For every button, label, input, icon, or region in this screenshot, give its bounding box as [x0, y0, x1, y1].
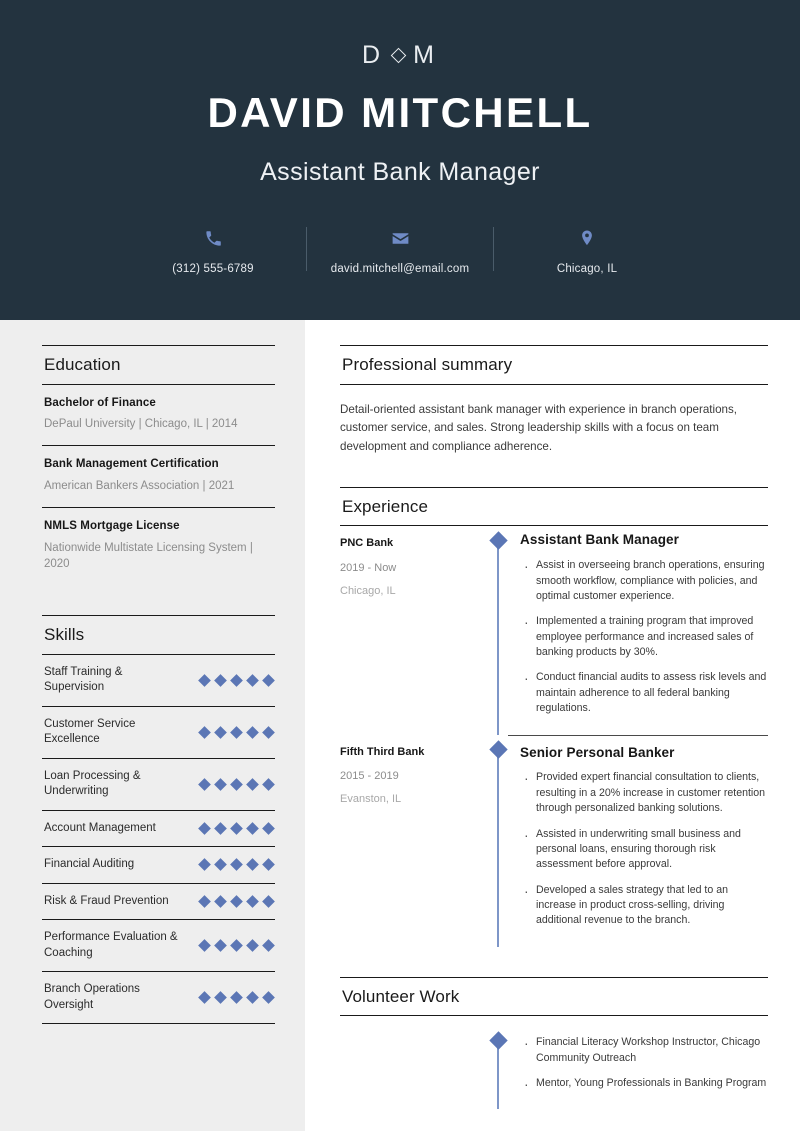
skill-name: Performance Evaluation & Coaching: [44, 931, 178, 959]
skill-diamond-icon: [214, 778, 227, 791]
volunteer-item: [340, 1026, 768, 1109]
skill-name: Branch Operations Oversight: [44, 983, 140, 1011]
resume-header: [0, 0, 800, 320]
skill-name: Customer Service Excellence: [44, 717, 136, 746]
experience-bullet: · Assisted in underwriting small business and personal loans, ensuring thorough risk assessment before approval.: [520, 827, 768, 873]
skills-heading: Skills: [44, 625, 85, 645]
education-meta: Nationwide Multistate Licensing System | 2020: [44, 541, 253, 571]
contact-email[interactable]: [307, 225, 493, 275]
skill-diamond-icon: [262, 726, 275, 739]
skill-diamond-icon: [198, 822, 211, 835]
volunteer-bullet-list: [520, 1035, 768, 1091]
experience-location: Chicago, IL: [340, 584, 396, 597]
monogram: [362, 43, 438, 68]
summary-heading: Professional summary: [342, 355, 513, 374]
monogram-initial-right: M: [413, 41, 438, 69]
skill-diamond-icon: [230, 674, 243, 687]
education-item: [42, 446, 275, 508]
experience-role: Senior Personal Banker: [520, 744, 675, 760]
education-item: [42, 385, 275, 447]
main-column: [305, 320, 800, 1131]
education-degree: Bachelor of Finance: [44, 396, 156, 409]
location-pin-icon: [578, 225, 596, 251]
experience-company: PNC Bank: [340, 537, 394, 550]
skill-name: Account Management: [44, 821, 156, 834]
volunteer-content: [508, 1026, 768, 1109]
diamond-outline-icon: [391, 48, 407, 64]
skill-rating: [200, 993, 275, 1002]
skill-name: Staff Training & Supervision: [44, 665, 123, 694]
skill-diamond-icon: [198, 778, 211, 791]
experience-bullet: · Conduct financial audits to assess risk levels and maintain adherence to all federal banking regulations.: [520, 670, 768, 716]
experience-company: Fifth Third Bank: [340, 745, 425, 758]
skill-rating: [200, 780, 275, 789]
education-heading: Education: [44, 355, 121, 374]
volunteer-bullet: · Mentor, Young Professionals in Banking Program: [520, 1076, 768, 1091]
experience-section-header: [340, 487, 768, 527]
candidate-job-title: Assistant Bank Manager: [260, 158, 540, 186]
timeline-diamond-icon: [489, 1032, 507, 1050]
skill-diamond-icon: [246, 674, 259, 687]
skill-diamond-icon: [230, 859, 243, 872]
experience-item: [340, 735, 768, 947]
skill-name: Loan Processing & Underwriting: [44, 769, 141, 798]
skill-diamond-icon: [230, 822, 243, 835]
skill-rating: [200, 676, 275, 685]
skill-rating: [200, 860, 275, 869]
skill-diamond-icon: [246, 859, 259, 872]
experience-bullet: · Provided expert financial consultation to clients, resulting in a 20% increase in customer retention through personalized banking solutions.: [520, 770, 768, 816]
experience-item: [340, 526, 768, 734]
skill-diamond-icon: [246, 822, 259, 835]
skill-diamond-icon: [214, 939, 227, 952]
skill-diamond-icon: [198, 991, 211, 1004]
experience-bullet-list: [520, 770, 768, 928]
skill-row: [42, 811, 275, 848]
timeline-line: [497, 542, 499, 734]
envelope-icon: [390, 225, 411, 251]
skill-row: [42, 707, 275, 759]
skill-diamond-icon: [230, 991, 243, 1004]
summary-section-header: [340, 345, 768, 385]
contact-email-value: david.mitchell@email.com: [330, 263, 470, 275]
contact-location[interactable]: [494, 225, 680, 275]
sidebar: [0, 320, 305, 1131]
skill-diamond-icon: [246, 895, 259, 908]
experience-block: [340, 487, 768, 947]
skill-rating: [200, 941, 275, 950]
experience-bullet-list: [520, 558, 768, 716]
experience-list: [340, 526, 768, 946]
experience-bullet: · Assist in overseeing branch operations, ensuring smooth workflow, compliance with policies, and optimal customer experience.: [520, 558, 768, 604]
skill-diamond-icon: [262, 939, 275, 952]
contact-row: [120, 225, 680, 275]
skill-row: [42, 847, 275, 884]
contact-phone[interactable]: [120, 225, 306, 275]
phone-icon: [204, 225, 223, 251]
experience-meta: [340, 526, 488, 734]
skill-diamond-icon: [230, 726, 243, 739]
skill-diamond-icon: [198, 939, 211, 952]
experience-role: Assistant Bank Manager: [520, 532, 679, 548]
volunteer-section-header: [340, 977, 768, 1017]
education-meta: American Bankers Association | 2021: [44, 480, 235, 493]
education-meta: DePaul University | Chicago, IL | 2014: [44, 418, 238, 431]
education-degree: NMLS Mortgage License: [44, 519, 180, 532]
skill-rating: [200, 897, 275, 906]
timeline-rail: [488, 526, 508, 734]
volunteer-block: [340, 977, 768, 1110]
skill-diamond-icon: [262, 674, 275, 687]
education-list: [42, 385, 275, 586]
education-degree: Bank Management Certification: [44, 458, 219, 471]
education-item: [42, 508, 275, 585]
skill-diamond-icon: [198, 859, 211, 872]
skill-diamond-icon: [246, 726, 259, 739]
skill-diamond-icon: [262, 778, 275, 791]
skill-diamond-icon: [214, 726, 227, 739]
skill-row: [42, 655, 275, 707]
skill-row: [42, 759, 275, 811]
education-section-header: [42, 345, 275, 385]
skill-diamond-icon: [198, 895, 211, 908]
experience-location: Evanston, IL: [340, 792, 402, 805]
contact-location-value: Chicago, IL: [556, 263, 618, 275]
experience-bullet: · Developed a sales strategy that led to an increase in product cross-selling, driving additional revenue to the branch.: [520, 883, 768, 929]
skill-diamond-icon: [230, 939, 243, 952]
volunteer-spacer: [340, 1026, 488, 1109]
skill-diamond-icon: [262, 991, 275, 1004]
skill-diamond-icon: [262, 895, 275, 908]
skill-diamond-icon: [262, 859, 275, 872]
skill-name: Financial Auditing: [44, 858, 135, 871]
monogram-initial-left: D: [362, 41, 385, 69]
skill-name: Risk & Fraud Prevention: [44, 894, 169, 907]
skill-diamond-icon: [230, 895, 243, 908]
experience-content: [508, 526, 768, 734]
timeline-diamond-icon: [489, 740, 507, 758]
timeline-rail: [488, 735, 508, 947]
skills-section-header: [42, 615, 275, 655]
timeline-line: [497, 751, 499, 947]
timeline-diamond-icon: [489, 532, 507, 550]
experience-dates: 2015 - 2019: [340, 769, 399, 782]
volunteer-heading: Volunteer Work: [342, 986, 460, 1006]
experience-heading: Experience: [342, 496, 429, 516]
skill-diamond-icon: [262, 822, 275, 835]
timeline-rail: [488, 1026, 508, 1109]
experience-bullet: · Implemented a training program that improved employee performance and increased sales of banking products by 30%.: [520, 614, 768, 660]
skill-diamond-icon: [246, 939, 259, 952]
experience-meta: [340, 735, 488, 947]
skill-row: [42, 884, 275, 921]
skills-block: [42, 615, 275, 1024]
skill-row: [42, 972, 275, 1024]
skill-diamond-icon: [214, 822, 227, 835]
skill-diamond-icon: [198, 674, 211, 687]
skill-diamond-icon: [230, 778, 243, 791]
skill-diamond-icon: [198, 726, 211, 739]
skill-diamond-icon: [214, 991, 227, 1004]
skill-diamond-icon: [246, 991, 259, 1004]
summary-text: Detail-oriented assistant bank manager with experience in branch operations, customer service, and sales. Strong leadership skills with a focus on team development and compliance adherence.: [340, 402, 737, 454]
candidate-name: DAVID MITCHELL: [207, 89, 593, 136]
skill-row: [42, 920, 275, 972]
skill-rating: [200, 824, 275, 833]
experience-content: [508, 735, 768, 947]
timeline-line: [497, 1042, 499, 1109]
skill-diamond-icon: [214, 895, 227, 908]
experience-dates: 2019 - Now: [340, 561, 397, 574]
volunteer-bullet: · Financial Literacy Workshop Instructor, Chicago Community Outreach: [520, 1035, 768, 1066]
skill-diamond-icon: [246, 778, 259, 791]
skills-list: [42, 655, 275, 1025]
skill-diamond-icon: [214, 674, 227, 687]
resume-body: [0, 320, 800, 1131]
contact-phone-value: (312) 555-6789: [172, 263, 254, 275]
skill-rating: [200, 728, 275, 737]
skill-diamond-icon: [214, 859, 227, 872]
